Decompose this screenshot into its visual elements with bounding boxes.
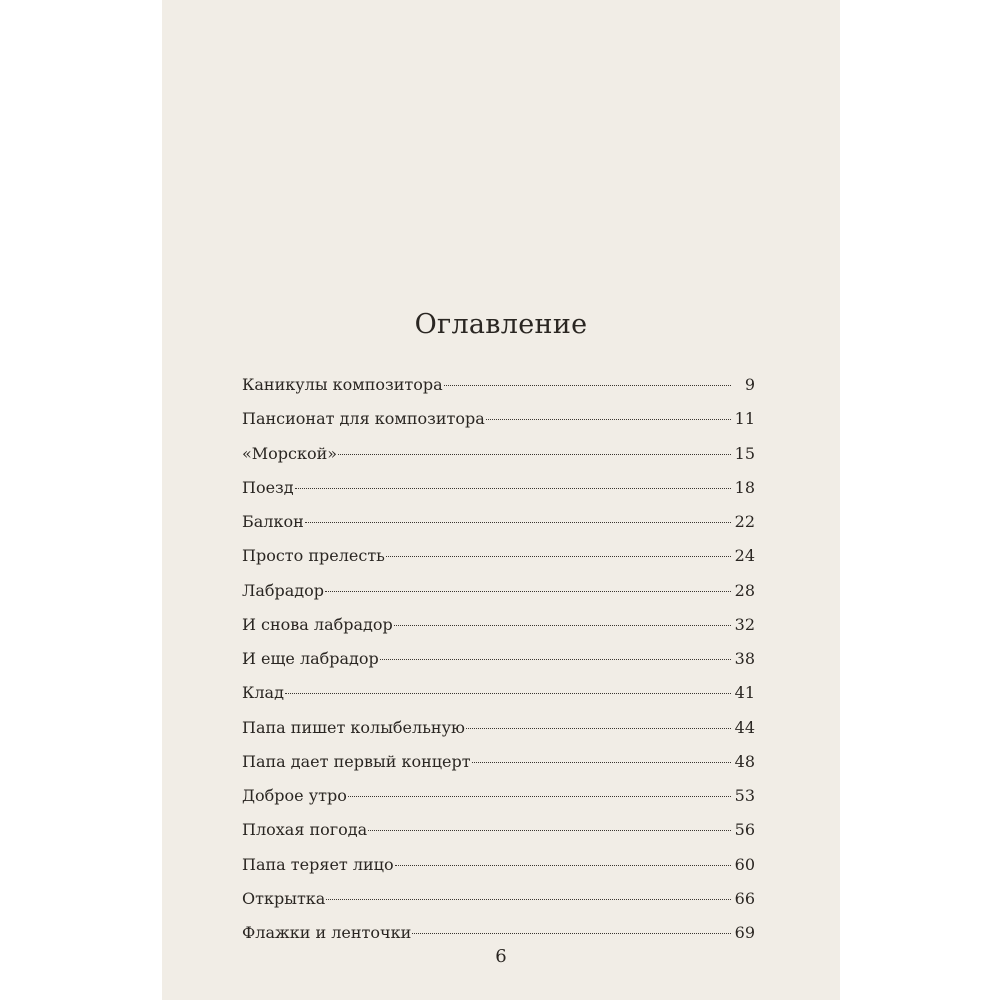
dot-leader: [305, 522, 731, 523]
page-title: Оглавление: [414, 309, 588, 340]
toc-entry-title: Открытка: [242, 888, 326, 908]
dot-leader: [295, 488, 731, 489]
toc-entry-title: Доброе утро: [242, 786, 347, 805]
toc-entry-title: Папа дает первый концерт: [242, 751, 471, 771]
dot-leader: [395, 865, 731, 866]
toc-entry-title: И снова лабрадор: [242, 614, 393, 634]
dot-leader: [394, 625, 731, 626]
dot-leader: [338, 454, 731, 455]
toc-entry-title: Каникулы композитора: [242, 375, 443, 394]
dot-leader: [386, 556, 731, 557]
toc-entry-page: 22: [734, 512, 755, 531]
toc-entry-title: И еще лабрадор: [242, 649, 379, 668]
dot-leader: [348, 796, 731, 797]
toc-entry-page: 44: [734, 717, 755, 737]
dot-leader: [412, 933, 731, 934]
toc-entry-title: Папа пишет колыбельную: [242, 717, 465, 737]
toc-entry-page: 28: [734, 580, 755, 600]
dot-leader: [472, 762, 731, 763]
toc-entry-title: Плохая погода: [242, 820, 368, 840]
toc-entry: [242, 882, 755, 916]
table-of-contents: [242, 368, 755, 950]
toc-entry-page: 15: [734, 443, 755, 463]
toc-entry-page: 11: [734, 409, 755, 429]
toc-entry: [242, 471, 755, 505]
toc-entry: [242, 711, 755, 745]
book-page: [162, 0, 840, 1000]
toc-entry-title: Флажки и ленточки: [242, 923, 412, 942]
dot-leader: [368, 830, 731, 831]
toc-entry-title: Балкон: [242, 512, 304, 531]
toc-entry-title: Клад: [242, 683, 284, 703]
dot-leader: [466, 728, 731, 729]
toc-entry-page: 53: [734, 786, 755, 805]
toc-entry-title: Лабрадор: [242, 580, 325, 600]
page-number: 6: [495, 946, 507, 967]
dot-leader: [380, 659, 731, 660]
toc-entry: [242, 368, 755, 402]
toc-entry: [242, 779, 755, 813]
toc-entry-page: 18: [734, 477, 755, 497]
toc-entry-title: Просто прелесть: [242, 546, 385, 566]
toc-entry: [242, 402, 755, 436]
toc-entry-title: «Морской»: [242, 443, 338, 463]
toc-entry-title: Пансионат для композитора: [242, 409, 485, 429]
toc-entry: [242, 813, 755, 847]
toc-entry: [242, 539, 755, 573]
toc-entry-page: 56: [734, 820, 755, 840]
toc-entry-page: 24: [734, 546, 755, 566]
toc-entry: [242, 848, 755, 882]
dot-leader: [486, 419, 731, 420]
toc-entry: [242, 642, 755, 676]
toc-entry-page: 9: [744, 375, 755, 394]
toc-entry-title: Поезд: [242, 477, 294, 497]
toc-entry: [242, 437, 755, 471]
toc-entry-page: 48: [734, 751, 755, 771]
toc-entry-page: 41: [734, 683, 755, 703]
toc-entry: [242, 505, 755, 539]
toc-entry: [242, 608, 755, 642]
toc-entry: [242, 745, 755, 779]
toc-entry-page: 32: [734, 614, 755, 634]
dot-leader: [326, 899, 731, 900]
toc-entry-page: 66: [734, 888, 755, 908]
toc-entry: [242, 574, 755, 608]
dot-leader: [444, 385, 731, 386]
dot-leader: [325, 591, 731, 592]
toc-entry-page: 69: [734, 923, 755, 942]
toc-entry: [242, 676, 755, 710]
toc-entry-title: Папа теряет лицо: [242, 854, 394, 874]
toc-entry-page: 60: [734, 854, 755, 874]
toc-entry-page: 38: [734, 649, 755, 668]
dot-leader: [285, 693, 731, 694]
